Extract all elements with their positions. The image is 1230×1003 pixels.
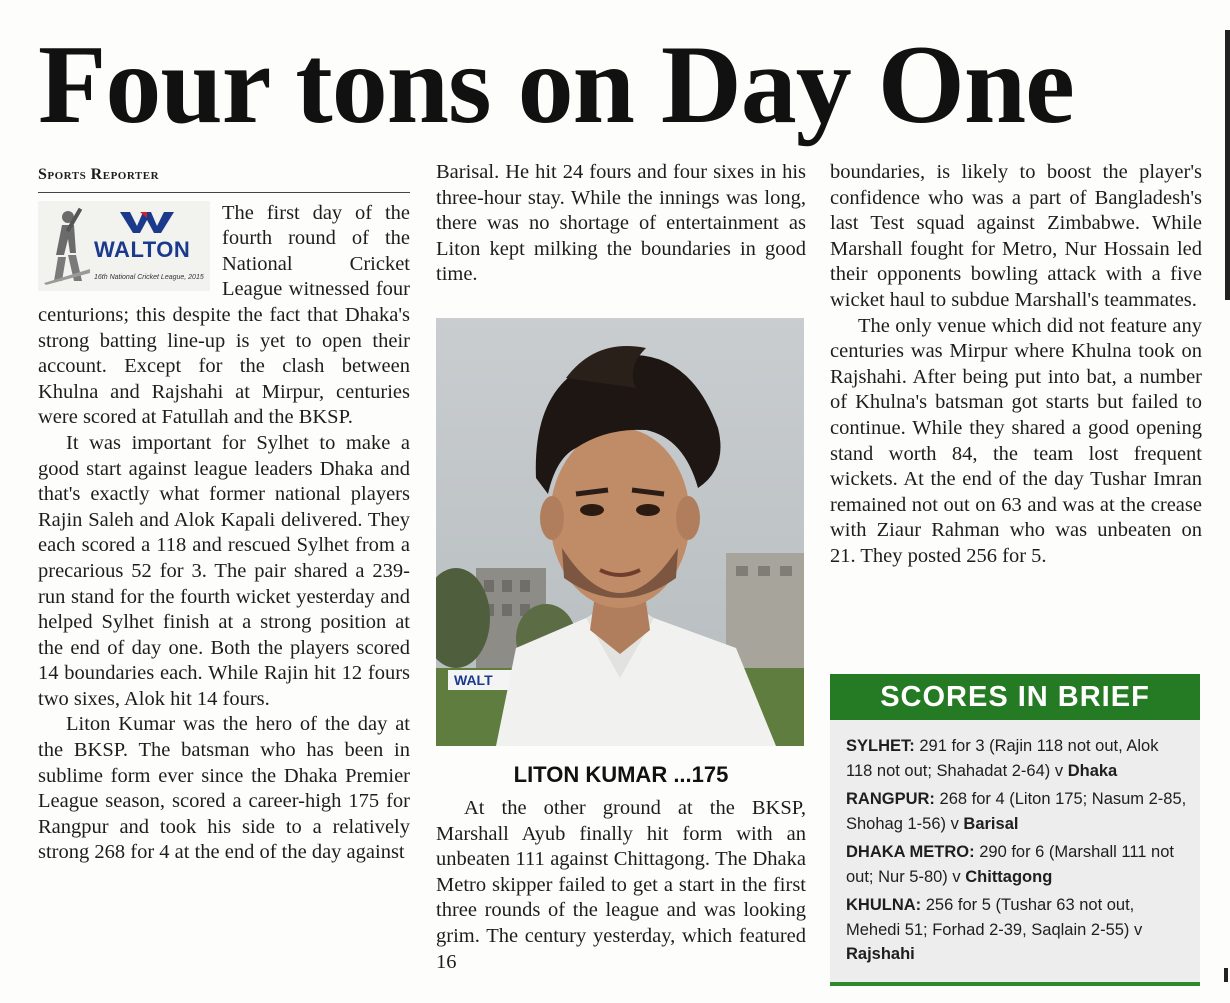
page-edge-tick	[1224, 968, 1228, 982]
logo-brand: WALTON	[94, 236, 191, 262]
walton-w-icon	[118, 209, 176, 235]
score-team: RANGPUR:	[846, 790, 935, 808]
photo-caption: LITON KUMAR ...175	[513, 762, 729, 787]
score-team: DHAKA METRO:	[846, 843, 975, 861]
col2-paragraph-top: Barisal. He hit 24 fours and four sixes in his three-hour stay. While the innings was long, there was no shortage of entertainment as Liton kept milking the boundaries in good time.	[436, 161, 806, 286]
score-team: SYLHET:	[846, 737, 915, 755]
scores-list	[830, 720, 1200, 967]
byline: Sports Reporter	[38, 162, 410, 193]
score-opponent: Dhaka	[1067, 761, 1118, 780]
walton-ncl-logo	[38, 201, 210, 291]
score-opponent: Barisal	[963, 814, 1019, 833]
article-column-2-top	[436, 160, 806, 288]
article-column-3	[830, 160, 1202, 570]
score-entry	[846, 734, 1188, 783]
col2-paragraph-bottom: At the other ground at the BKSP, Marshall Ayub finally hit form with an unbeaten 111 against Chittagong. The Dhaka Metro skipper failed to get a start in the first three rounds of the league and was looking grim. The century yesterday, which featured 16	[436, 797, 806, 973]
player-photo	[436, 318, 804, 746]
score-detail: 291 for 3 (Rajin 118 not out, Alok 118 not out; Shahadat 2-64) v	[846, 737, 1159, 780]
scores-in-brief-box	[830, 674, 1200, 986]
col1-paragraph-2: It was important for Sylhet to make a good start against league leaders Dhaka and that's exactly what former national players Rajin Saleh and Alok Kapali delivered. They each scored a 118 and rescued Sylhet from a precarious 52 for 3. The pair shared a 239-run stand for the fourth wicket yesterday and helped Sylhet finish at a strong position at the end of day one. Both the players scored 14 boundaries each. While Rajin hit 12 fours two sixes, Alok hit 14 fours.	[38, 431, 410, 710]
score-opponent: Rajshahi	[846, 945, 915, 963]
batsman-silhouette-icon	[42, 205, 92, 285]
col3-paragraph-1: boundaries, is likely to boost the player's confidence who was a part of Bangladesh's last Test squad against Zimbabwe. While Marshall fought for Metro, Nur Hossain led their opponents bowling attack with a five wicket haul to subdue Marshall's teammates.	[830, 161, 1202, 311]
score-detail: 256 for 5 (Tushar 63 not out, Mehedi 51; Forhad 2-39, Saqlain 2-55) v	[846, 896, 1143, 939]
score-team: KHULNA:	[846, 896, 922, 914]
col1-paragraph-1: The first day of the fourth round of the National Cricket League witnessed four centurions; this despite the fact that Dhaka's strong batting line-up is yet to open their account. Except for the clash between Khulna and Rajshahi at Mirpur, centuries were scored at Fatullah and the BKSP.	[38, 201, 410, 429]
headline: Four tons on Day One	[38, 23, 1074, 147]
col1-paragraph-3: Liton Kumar was the hero of the day at the BKSP. The batsman who has been in sublime form ever since the Dhaka Premier League season, scored a career-high 175 for Rangpur and took his side to a relatively strong 268 for 4 at the end of the day against	[38, 713, 410, 864]
score-opponent: Chittagong	[965, 867, 1053, 886]
scores-title: SCORES IN BRIEF	[830, 674, 1200, 720]
col3-paragraph-2: The only venue which did not feature any centuries was Mirpur where Khulna took on Rajshahi. After being put into bat, a number of Khulna's batsman got starts but failed to continue. While they shared a good opening stand worth 84, the team lost frequent wickets. At the end of the day Tushar Imran remained not out on 63 and was at the crease with Ziaur Rahman who was unbeaten on 21. They posted 256 for 5.	[830, 314, 1202, 567]
score-entry	[846, 787, 1188, 836]
score-detail: 268 for 4 (Liton 175; Nasum 2-85, Shohag 1-56) v	[846, 790, 1187, 833]
score-entry	[846, 840, 1188, 889]
score-detail: 290 for 6 (Marshall 111 not out; Nur 5-80) v	[846, 843, 1174, 886]
score-entry	[846, 893, 1188, 967]
article-column-1	[38, 162, 410, 866]
photo-banner-text: WALT	[454, 672, 493, 688]
page-edge-bar	[1225, 30, 1230, 300]
logo-subtitle: 16th National Cricket League, 2015	[94, 273, 204, 281]
article-column-2-bottom	[436, 796, 806, 975]
